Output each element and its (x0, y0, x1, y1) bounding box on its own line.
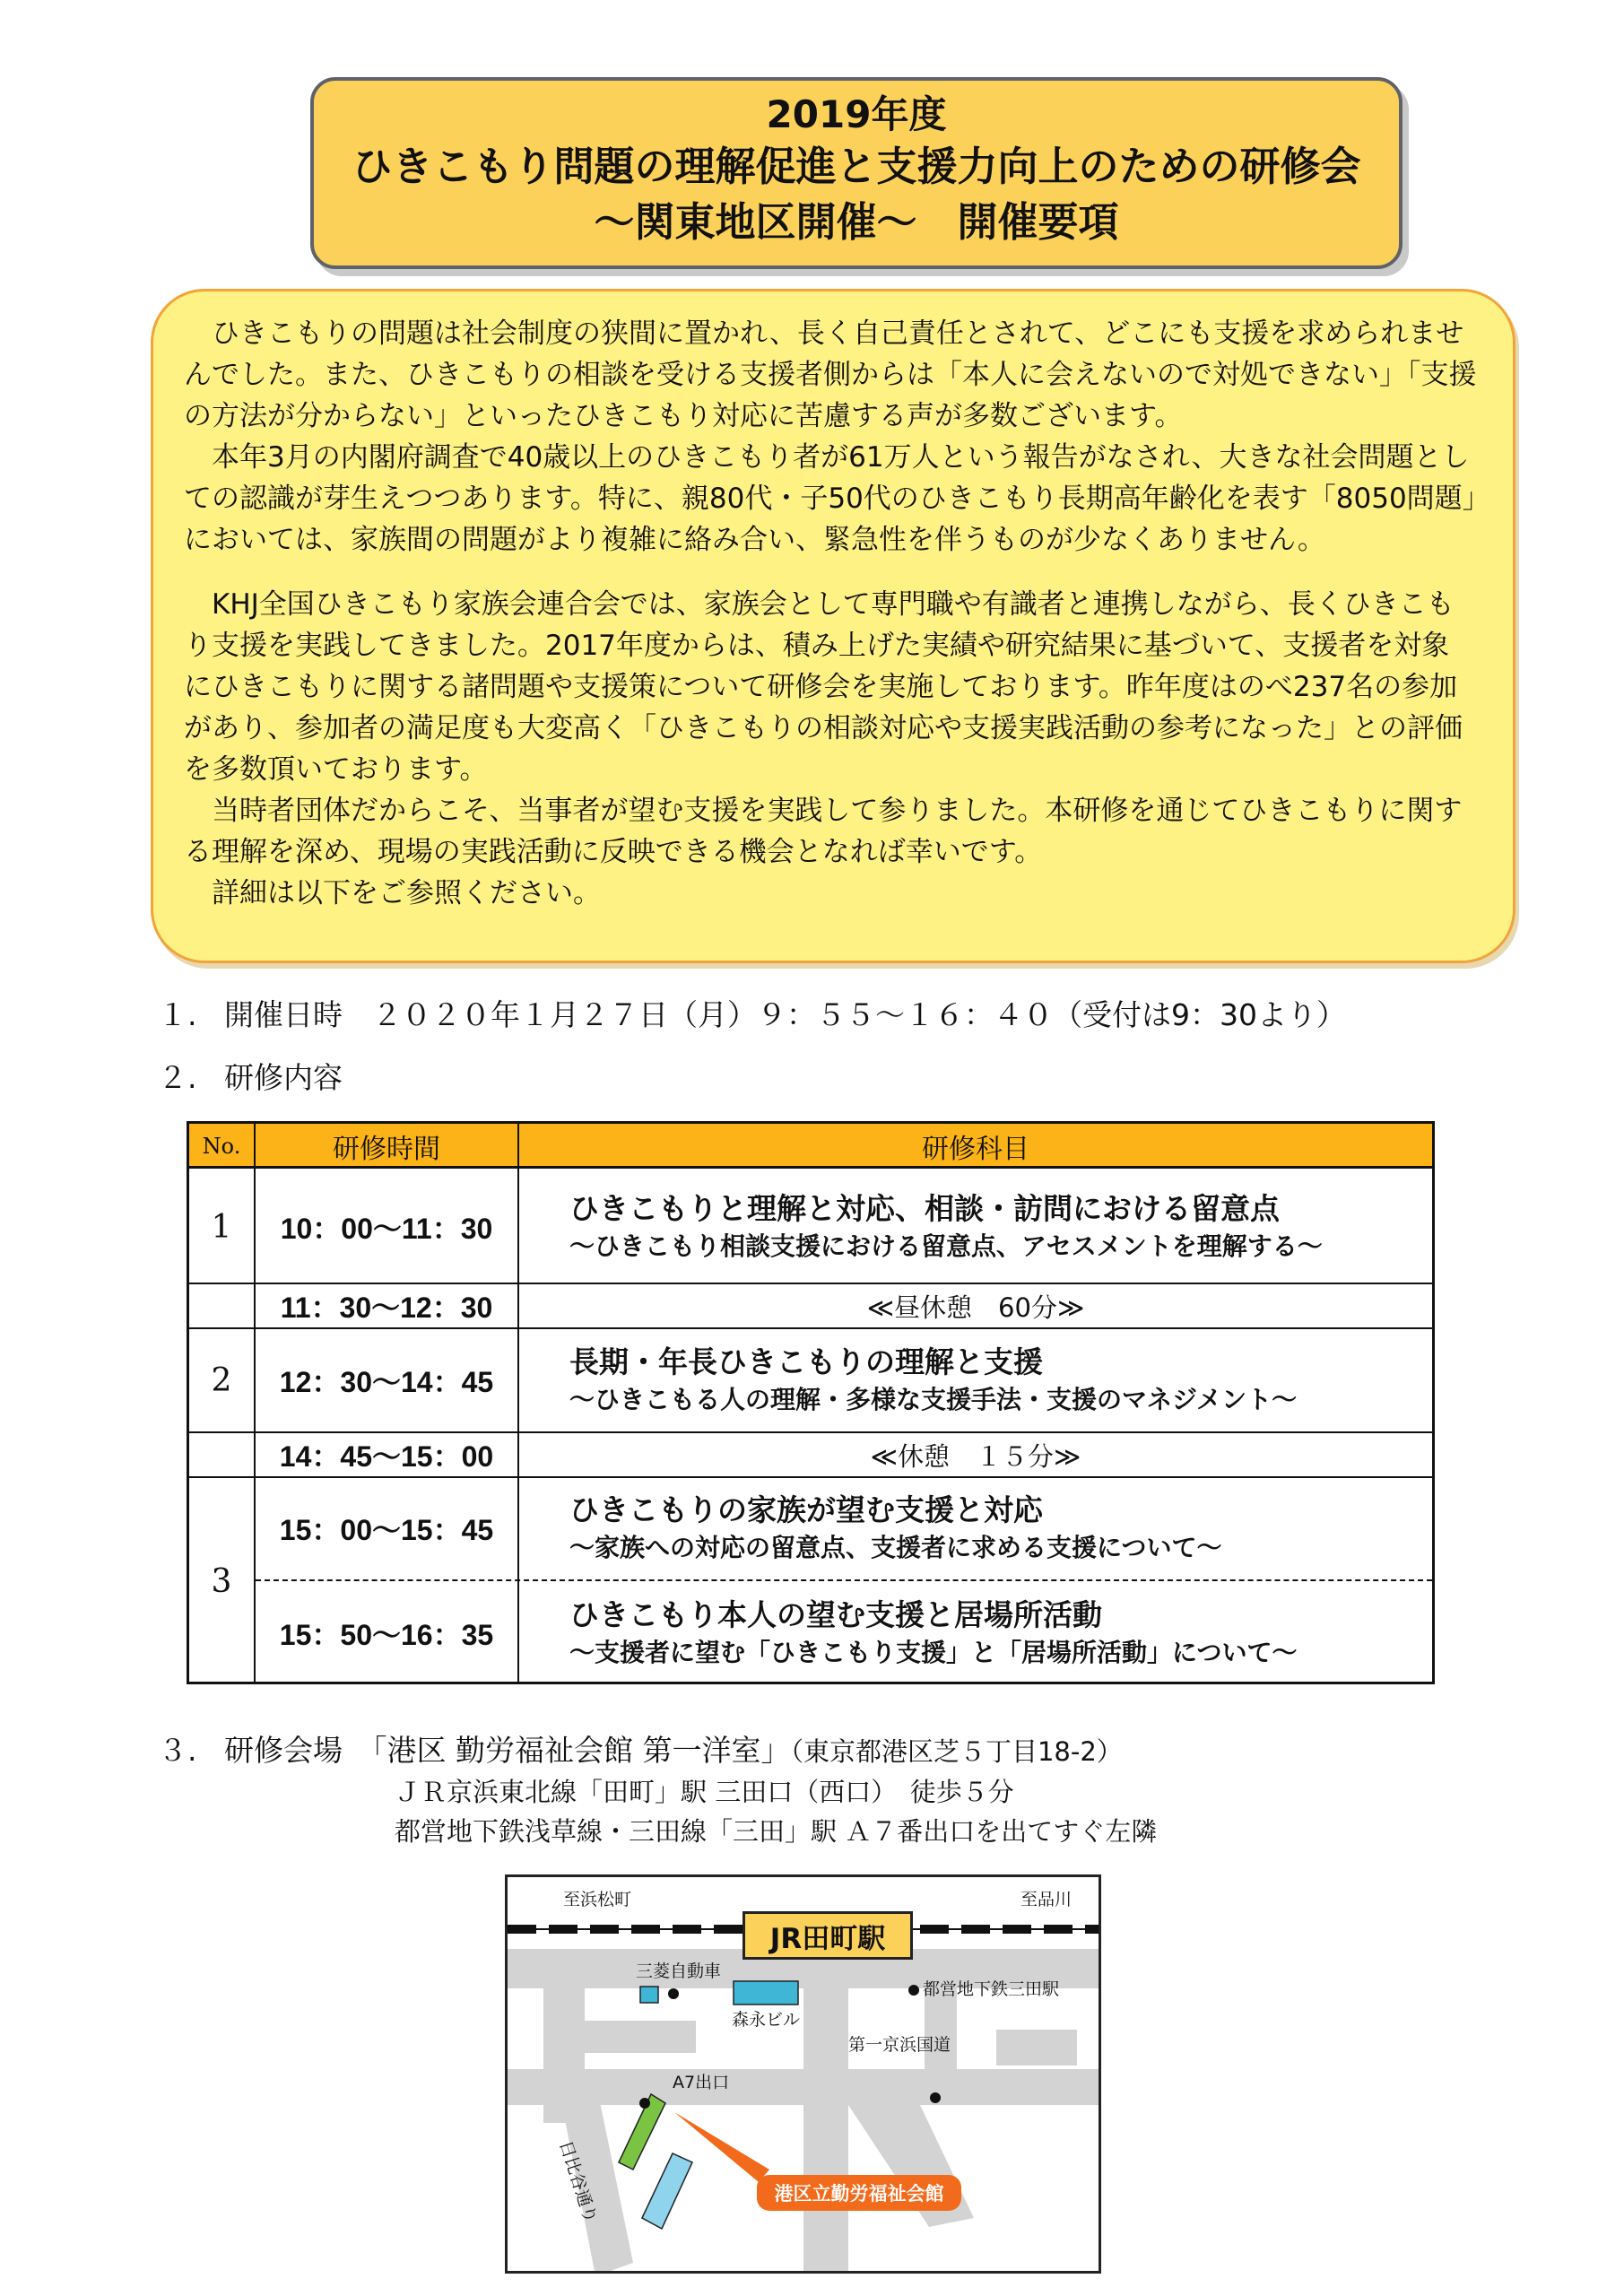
header-no: No. (202, 1134, 241, 1159)
section-content-heading: 研修内容 (224, 1060, 343, 1095)
subject-detail: ～支援者に望む「ひきこもり支援」と「居場所活動」について～ (569, 1638, 1298, 1667)
intro-paragraph-1: ひきこもりの問題は社会制度の狭間に置かれ、長く自己責任とされて、どこにも支援を求められませんでした。また、ひきこもりの相談を受ける支援者側からは「本人に会えないので対処できない」「支援の方法が分からない」といったひきこもり対応に苦慮する声が多数ございます。 (184, 317, 1477, 432)
row-time: 14：45～15：00 (279, 1440, 494, 1473)
subject-title: ひきこもりと理解と対応、相談・訪問における留意点 (569, 1191, 1280, 1226)
section-number: ２. (158, 1060, 197, 1095)
section-date-text: 開催日時 ２０２０年１月２７日（月）９：５５～１６：４０（受付は9：30より） (224, 997, 1346, 1032)
section-number: １. (158, 997, 197, 1032)
row-time: 15：50～16：35 (279, 1619, 494, 1651)
intro-paragraph-3: KHJ全国ひきこもり家族会連合会では、家族会として専門職や有識者と連携しながら、長くひきこもり支援を実践してきました。2017年度からは、積み上げた実績や研究結果に基づいて、支援者を対象にひきこもりに関する諸問題や支援策について研修会を実施しております。昨年度はのべ237名の参加があり、参加者の満足度も大変高く「ひきこもりの相談対応や支援実践活動の参考になった」との評価を多数頂いております。 (184, 588, 1463, 786)
row-time: 11：30～12：30 (280, 1292, 493, 1324)
row-subject (519, 1329, 1432, 1431)
label-daiichi-keihin: 第一京浜国道 (848, 2035, 951, 2055)
schedule-table (187, 1121, 1435, 1684)
label-to-hamamatsucho: 至浜松町 (563, 1890, 632, 1909)
row-number: 3 (211, 1562, 232, 1600)
header-subject: 研修科目 (922, 1134, 1029, 1165)
title-sub: ～関東地区開催～ 開催要項 (594, 198, 1119, 246)
subject-title: 長期・年長ひきこもりの理解と支援 (569, 1344, 1043, 1379)
intro-paragraph-2: 本年3月の内閣府調査で40歳以上のひきこもり者が61万人という報告がなされ、大きな社会問題としての認識が芽生えつつあります。特に、親80代・子50代のひきこもり長期高年齢化を表す「8050問題」においては、家族間の問題がより複雑に絡み合い、緊急性を伴うものが少なくありません。 (184, 441, 1477, 556)
label-subway-mita: 都営地下鉄三田駅 (923, 1979, 1060, 1999)
row-subject (519, 1582, 1432, 1684)
section-number: ３. (158, 1733, 197, 1768)
subject-title: ひきこもり本人の望む支援と居場所活動 (569, 1597, 1102, 1632)
label-a7-exit: A7出口 (673, 2073, 730, 2092)
row-number: 1 (211, 1208, 232, 1246)
row-time: 10：00～11：30 (280, 1213, 493, 1245)
label-morinaga: 森永ビル (732, 2010, 801, 2030)
label-to-shinagawa: 至品川 (1020, 1890, 1073, 1909)
title-box (310, 77, 1403, 269)
label-hibiya-dori: 日比谷通り (555, 2138, 601, 2226)
row-number: 2 (211, 1361, 232, 1399)
row-divider-dashed (256, 1579, 1432, 1581)
venue-map (505, 1874, 1101, 2274)
venue-label: 港区立勤労福祉会館 (757, 2175, 961, 2211)
row-subject (519, 1478, 1432, 1578)
row-time: 15：00～15：45 (279, 1514, 494, 1546)
break-label: ≪昼休憩 60分≫ (866, 1292, 1085, 1323)
row-subject (519, 1171, 1432, 1283)
section-content (158, 1058, 343, 1098)
access-subway: 都営地下鉄浅草線・三田線「三田」駅 Ａ７番出口を出てすぐ左隣 (395, 1816, 1158, 1847)
break-label: ≪休憩 １５分≫ (870, 1440, 1081, 1472)
station-label: JR田町駅 (743, 1911, 913, 1960)
intro-paragraph-5: 詳細は以下をご参照ください。 (184, 877, 601, 909)
header-time: 研修時間 (333, 1134, 440, 1165)
subject-detail: ～ひきこもる人の理解・多様な支援手法・支援のマネジメント～ (569, 1385, 1298, 1414)
intro-paragraph-4: 当時者団体だからこそ、当事者が望む支援を実践して参りました。本研修を通じてひきこもりに関する理解を深め、現場の実践活動に反映できる機会となれば幸いです。 (184, 795, 1463, 868)
title-year: 2019年度 (766, 92, 947, 136)
venue-address: （東京都港区芝５丁目18-2） (790, 1736, 1123, 1767)
subject-title: ひきこもりの家族が望む支援と対応 (569, 1492, 1043, 1527)
label-mitsubishi: 三菱自動車 (636, 1961, 722, 1981)
subject-detail: ～家族への対応の留意点、支援者に求める支援について～ (569, 1533, 1222, 1562)
access-jr: ＪＲ京浜東北線「田町」駅 三田口（西口） 徒歩５分 (395, 1777, 1014, 1807)
intro-box (151, 289, 1515, 963)
section-date (158, 996, 1346, 1035)
title-main: ひきこもり問題の理解促進と支援力向上のための研修会 (352, 143, 1361, 190)
row-time: 12：30～14：45 (279, 1366, 494, 1398)
section-venue (158, 1731, 1123, 1771)
section-venue-text: 研修会場 「港区 勤労福祉会館 第一洋室」 (224, 1733, 791, 1768)
subject-detail: ～ひきこもり相談支援における留意点、アセスメントを理解する～ (569, 1231, 1323, 1261)
